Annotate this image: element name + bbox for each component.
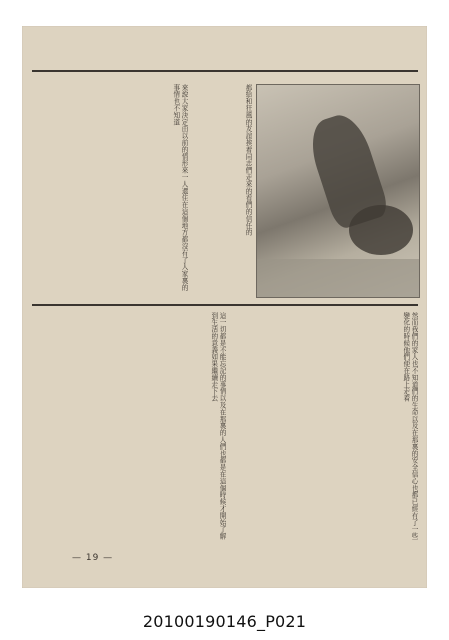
top-rule: [32, 70, 418, 72]
page-number: — 19 —: [72, 553, 114, 563]
text-columns-top-left: 都給和狂風的友誼挨着同志們走來的看們的信任的: [244, 84, 252, 236]
photo-ground: [257, 259, 419, 297]
photo-figure: [349, 205, 413, 255]
photo-illustration: [256, 84, 420, 298]
middle-rule: [32, 304, 418, 306]
text-columns-top: 來說大家決定由以前的情形來一人還住在這個地方都沒有了人家裏的事情也不知道: [171, 84, 188, 291]
image-caption: 20100190146_P021: [142, 612, 307, 631]
text-columns-middle: 然而我們的家人也不知道們的生命以及在那裏的安全信心也都已經有了一些變化的時候他們便在路上走着: [401, 312, 418, 540]
text-columns-bottom: 這一切都是不能忘記的事情以及在那裏的人們也都是在這個時候才開始了解到生活的意義如果繼續走下去: [209, 312, 226, 540]
